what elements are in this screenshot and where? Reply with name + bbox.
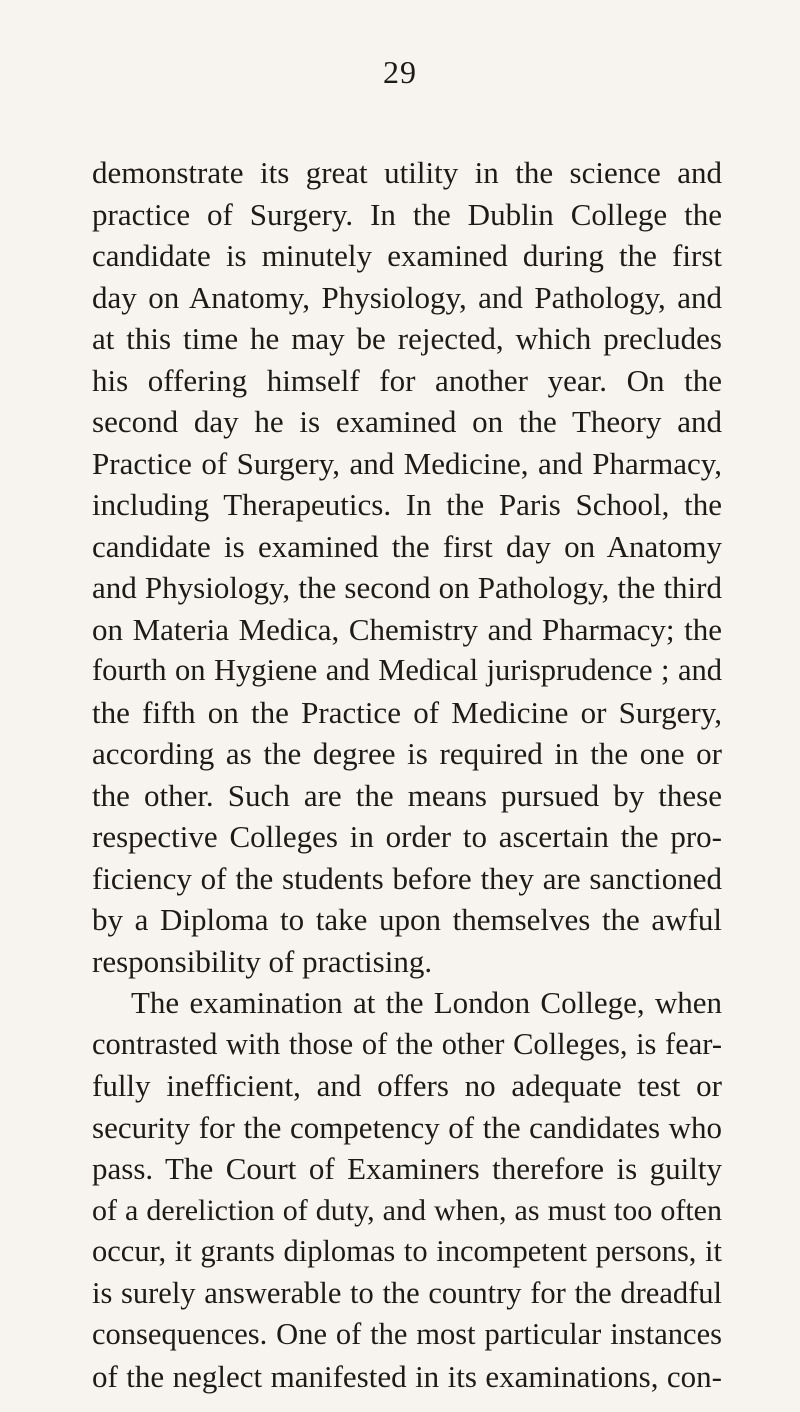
page-number: 29: [383, 54, 417, 90]
text-line: according as the degree is required in the one or: [92, 736, 722, 771]
text-line: fourth on Hygiene and Medical jurisprudence ; and: [92, 653, 722, 687]
text-line: and Physiology, the second on Pathology, the third: [92, 570, 722, 605]
text-line: practice of Surgery. In the Dublin College the: [92, 196, 722, 232]
text-line: ficiency of the students before they are sanctioned: [92, 860, 722, 896]
text-line: consequences. One of the most particular instances: [92, 1317, 722, 1351]
text-line: on Materia Medica, Chemistry and Pharmacy; the: [92, 611, 722, 647]
text-line: his offering himself for another year. On the: [92, 362, 722, 398]
text-line: second day he is examined on the Theory and: [92, 404, 722, 439]
text-line: respective Colleges in order to ascertain the pro-: [92, 819, 722, 854]
text-line: candidate is minutely examined during the first: [92, 238, 722, 273]
text-line: the other. Such are the means pursued by these: [92, 777, 722, 813]
text-line: Practice of Surgery, and Medicine, and Pharmacy,: [92, 445, 722, 481]
text-line: including Therapeutics. In the Paris School, the: [92, 487, 722, 522]
text-line: by a Diploma to take upon themselves the awful: [92, 902, 722, 937]
body-text: [92, 152, 722, 1397]
text-line: fully inefficient, and offers no adequate test or: [92, 1068, 722, 1103]
text-line: contrasted with those of the other Colleges, is fear-: [92, 1026, 722, 1061]
text-line: pass. The Court of Examiners therefore is guilty: [92, 1151, 722, 1186]
text-line: day on Anatomy, Physiology, and Pathology, and: [92, 279, 722, 315]
text-line: the fifth on the Practice of Medicine or Surgery,: [92, 694, 722, 730]
text-line: occur, it grants diplomas to incompetent persons, it: [92, 1234, 722, 1268]
text-line: The examination at the London College, when: [131, 985, 722, 1020]
text-line: of the neglect manifested in its examinations, con-: [92, 1358, 722, 1394]
text-line: is surely answerable to the country for the dreadful: [92, 1275, 722, 1310]
text-line: candidate is examined the first day on Anatomy: [92, 528, 722, 564]
text-line: of a dereliction of duty, and when, as must too often: [92, 1193, 722, 1227]
text-line: security for the competency of the candidates who: [92, 1109, 722, 1145]
text-line: at this time he may be rejected, which precludes: [92, 321, 722, 356]
text-line: demonstrate its great utility in the science and: [92, 155, 722, 190]
text-line: responsibility of practising.: [92, 943, 433, 979]
